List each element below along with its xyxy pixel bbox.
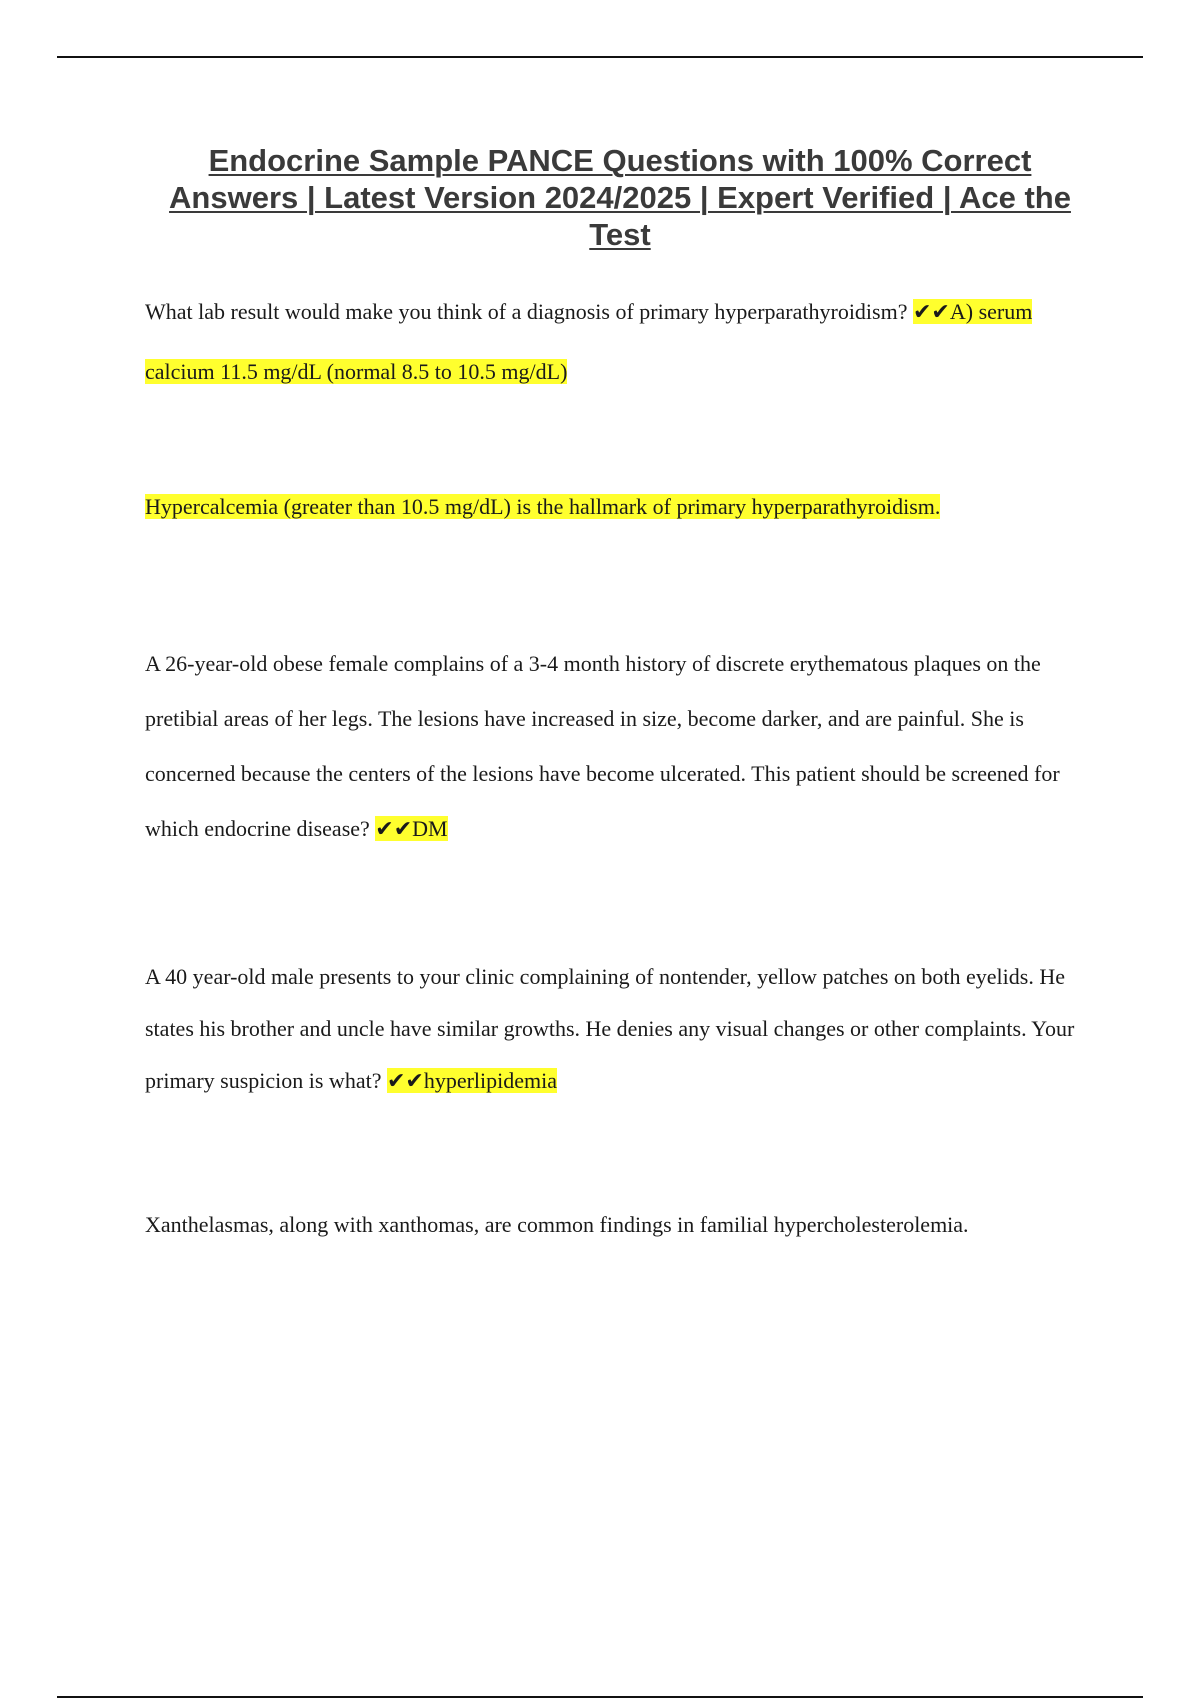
bottom-rule [57,1696,1143,1698]
document-title: Endocrine Sample PANCE Questions with 100% Correct Answers | Latest Version 2024/2025 | Expert Verified | Ace the Test [169,143,1071,252]
question-3 [145,951,1090,1107]
explanation-3-text: Xanthelasmas, along with xanthomas, are common findings in familial hypercholesterolemia. [145,1212,969,1237]
top-rule [57,56,1143,58]
explanation-1 [145,490,1090,524]
answer-2-highlight: ✔✔DM [375,816,448,841]
explanation-1-highlight: Hypercalcemia (greater than 10.5 mg/dL) is the hallmark of primary hyperparathyroidism. [145,494,941,519]
answer-1-highlight: ✔✔A) serum calcium 11.5 mg/dL (normal 8.5 to 10.5 mg/dL) [145,299,1033,384]
question-2-text: A 26-year-old obese female complains of a 3-4 month history of discrete erythematous plaques on the pretibial areas of her legs. The lesions have increased in size, become darker, and are painful. She is concerned because the centers of the lesions have become ulcerated. This patient should be screened for which endocrine disease? [145,651,1060,841]
question-3-text: A 40 year-old male presents to your clinic complaining of nontender, yellow patches on both eyelids. He states his brother and uncle have similar growths. He denies any visual changes or other complaints. Your primary suspicion is what? [145,964,1075,1093]
question-1-text: What lab result would make you think of a diagnosis of primary hyperparathyroidism? [145,299,913,324]
question-2 [145,636,1090,856]
answer-3-highlight: ✔✔hyperlipidemia [386,1068,558,1093]
question-1 [145,282,1090,402]
explanation-3 [145,1208,1090,1242]
